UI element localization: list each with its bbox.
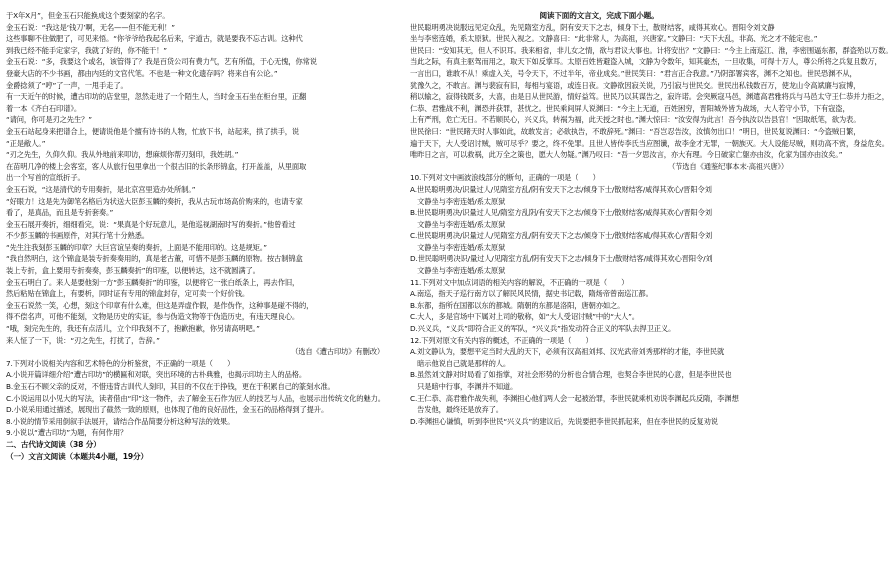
- right-column-line: 世民徐曰：“世民睹天时人事如此，故敢发言；必欲执告，不敢辞死。”渊曰：“吾岂忍告汝，汝慎勿出口！”明日，世民复说渊曰：“今盗贼日繁，: [410, 126, 861, 136]
- right-column-line: 唯昨日之言，可以救祸，此万全之策也，愿大人勿疑。”渊乃叹曰：“吾一夕思汝言，亦大有理。今日破家亡躯亦由汝，化家为国亦由汝矣。”: [410, 150, 843, 160]
- left-column-line: 金玉石展开奏折，细细看完，说：“果真是个好玩意儿，是他巡视湖南时写的奏折。”他曾看过: [6, 219, 296, 229]
- right-column-line: 12.下列对原文有关内容的概述，不正确的一项是（ ）: [410, 335, 593, 345]
- left-column-line: A.小说开篇详细介绍“遭古印坊”的横匾和对联，突出环境的古朴典雅，也揭示印坊主人的品格。: [6, 370, 307, 380]
- left-column-line: 金玉石站起身来把谱合上，便请说他是个擅有诗书的人物，忙放下书，站起来，拱了拱手，说: [6, 126, 300, 136]
- right-column-line: A.世民聪明勇决/识量过人/见隋室方乱/阴有安天下之志/倾身下士/散财结客/咸得其欢心/晋阳令刘: [410, 184, 712, 194]
- left-column-line: 金玉石说，“这是清代的专用奏折，是北京宫里造办处所制。”: [6, 184, 196, 194]
- left-column-line: 来人怔了一下，说：“刃之先生，打扰了，告辞。”: [6, 335, 160, 345]
- left-column-line: 着一本《齐白石印谱》。: [6, 103, 81, 113]
- right-column-line: 当此之际，有真主驱驾而用之，取天下如反掌耳。太原百姓皆避盗入城，文静为令数年，知其豪杰，一旦收集，可得十万人，尊公所将之兵复且数万，: [410, 57, 882, 67]
- left-column-line: 这些事聊不住做肥了，可见来悟。“你爷爷给我起名后来，宇道古，就是要我不忘古训。这种代: [6, 34, 303, 44]
- right-column-line: 世民曰：“安知其无，但人不识耳。我来相省，非儿女之情，欲与君议大事也。计将安出？”文静曰：“今主上南巡江、淮，李密围逼东都，群盗殆以万数。: [410, 45, 893, 55]
- left-column-line: 出一个写首的宣纸折子。: [6, 173, 85, 183]
- right-column-line: 文静坐与李密连婚/系太原狱: [410, 242, 506, 252]
- right-column-line: 11.下列对文中加点词语的相关内容的解说，不正确的一项是（ ）: [410, 277, 629, 287]
- left-column-line: D.小说采用通过描述，展现出了截然一致的原则，也体现了他的良好品性，金玉石的品格得到了提升。: [6, 405, 329, 415]
- left-column-line: 不少彭玉麟的书画原件，对其行笔十分熟悉。: [6, 231, 149, 241]
- left-column-line: “我自然明白，这个锦盒是装专折奏奏用的，真是老古董，可惜不是彭玉麟的原物。按古制锦盒: [6, 254, 303, 264]
- left-column-line: 金玉石说然一笑，心想，刻这个印章有什么难，但这是弄虚作假，是作伪作，这种事是碰不得的，: [6, 300, 314, 310]
- left-column-line: （一）文言文阅读（本题共4小题，19分）: [6, 451, 148, 461]
- left-column-line: 二、古代诗文阅读（38 分）: [6, 439, 101, 449]
- left-column-line: 8.小说的情节采用倒叙手法展开，请结合作品简要分析这种写法的效果。: [6, 416, 235, 426]
- right-column-line: A.南巡，指天子巡行南方以了解民风民情，据史书记载，隋炀帝曾南巡江都。: [410, 289, 653, 299]
- left-column-line: 到我已经不能手定家字，我就了好的，你不能干！”: [6, 45, 167, 55]
- left-column-line: 金玉石明白了。来人是要他刻一方“彭玉麟奏折”的印鉴，以便将它一张白纸条上，再去作旧，: [6, 277, 300, 287]
- right-column-line: 告发他，最终还是放弃了。: [410, 405, 503, 415]
- right-column-line: 暗示他说自己就是那样的人。: [410, 358, 511, 368]
- right-column-line: 只是暗中行事，李渊并不知道。: [410, 382, 518, 391]
- right-column-line: D.兴义兵，“义兵”即符合正义的军队，“兴义兵”指发动符合正义的军队去捍卫正义。: [410, 324, 676, 334]
- left-column-line: 7.下列对小说相关内容和艺术特色的分析鉴赏，不正确的一项是（ ）: [6, 358, 235, 368]
- left-column-line: B.金玉石不顾父亲的反对，不惜违背古训代人刻印，其目的不仅在于挣钱，更在于积累自己的篆刻水准。: [6, 382, 335, 391]
- left-column-line: “好眼力！这是先为御笔名格后为状送大臣彭玉麟的奏折，我从古玩市场高价购来的，也请专家: [6, 196, 303, 206]
- left-column-line: 金爵捻须了“哼”了一声，一甩手走了。: [6, 80, 128, 90]
- left-column-line: 装上专折，盒上要用专折奏奏，彭玉麟奏折”的印鉴，以便转达，这不就圆满了。: [6, 266, 260, 276]
- left-column-line: 看了，是真品，而且是专折套奏。”: [6, 208, 114, 218]
- left-column-line: 9.小说以“遭古印坊”为题，有何作用？: [6, 428, 128, 438]
- right-column-line: 一言出口，谁敢不从！乘虚入关，号令天下，不过半年，帝业成矣。”世民笑曰：“君言正合我意。”乃阴部署宾客，渊不之知也。世民恐渊不从，: [410, 68, 857, 78]
- left-column-line: 登豪大店的不少书画，都由内廷的文官代笔。不也是一种文化遗存吗？将来自有公论。”: [6, 68, 278, 78]
- right-column-line: B.虽然刘文静对时局看了如指掌，对社会形势的分析也合情合理，也契合李世民的心意，但是李世民也: [410, 370, 732, 380]
- right-column-line: 遍于天下，大人受诏讨贼，贼可尽乎？要之，终不免罪。且世人皆传李氏当应图谶，故李金才无罪，一朝族灭。大人设能尽贼，则功高不赏，身益危矣。: [410, 138, 889, 148]
- right-column-line: 文静坐与李密连婚/系太原狱: [410, 219, 506, 229]
- right-column-line: 世民聪明勇决说服远见定众乱，先见隋室方乱，阴有安天下之志，倾身下士，散财结客，咸得其欢心。晋阳令刘文静: [410, 22, 775, 32]
- left-column-line: 有一天近午的时候，遭古印坊的店堂里，忽然走进了一个陌生人，当时金玉石坐在柜台里，正翻: [6, 92, 307, 102]
- right-column-line: B.世民聪明勇决/识量过人见/隋室方乱阴/有安天下之志/倾身下士/散财结客/咸得其欢心/晋阳令刘: [410, 208, 712, 218]
- right-column-line: 10.下列对文中画波浪线部分的断句，正确的一项是（ ）: [410, 173, 600, 183]
- left-column-line: “请问，你可是刃之先生？”: [6, 115, 92, 125]
- right-column-line: C.大人，多是官场中下属对上司的敬称，如“大人受诏讨贼”中的“大人”。: [410, 312, 639, 322]
- right-column-line: 上有严刑，危亡无日。不若顺民心，兴义兵，转祸为福，此天授之时也。”渊大惊曰：“汝安得为此言！吾今执汝以告县官！”因取纸笔，欲为表。: [410, 115, 861, 125]
- left-column-line: 金玉石说：“我这是‘钱刀’啊，无名——但不能无利！”: [6, 22, 175, 32]
- left-column-line: “先生注我刻彭玉麟的印章？大巨宫谊呈奏的奏折，上面是不能用印的。这是规矩。”: [6, 242, 267, 252]
- right-column-line: 仁恭、君雅战不利，渊恐并获罪，甚忧之。世民乘间屏人说渊曰：“今主上无道，百姓困穷，晋阳城外皆为战场，大人若守小节，下有寇盗，: [410, 103, 850, 113]
- right-column-line: 稍以输之，寂得钱既多，大喜，由是日从世民游，情好益笃。世民乃以其谋告之，寂许诺。会突厥寇马邑，渊遣高君雅将兵与马邑太守王仁恭并力拒之，: [410, 92, 889, 102]
- right-column-line: C.王仁恭、高君雅作战失利，李渊担心他们两人会一起被治罪，李世民就乘机劝说李渊起兵反隋，李渊想: [410, 393, 739, 403]
- left-column-line: 金玉石说：“多，我要这个或名，该管得了？我是百货公司有费力气，艺有所值，于心无愧，你常说: [6, 57, 317, 67]
- left-column-line: 在苗明几净的楼上会客室，客人从旅行包里拿出一个很古旧的长条形锦盒，打开盖盖，从里面取: [6, 161, 307, 171]
- right-column-line: 坐与李密连婚，系太原狱。世民入视之。文静喜曰：“此非常人，为高祖，兴唐家。”文静曰：“天下大乱，非高、光之才不能定也。”: [410, 34, 818, 44]
- right-column-line: D.世民聪明勇决识/量过人/见隋室方乱/阴有安天下之志/倾身下士/散财结客/咸得其欢心晋阳令/刘: [410, 254, 713, 264]
- right-column-line: B.东都，指所在国都以东的都城。隋朝的东都是洛阳，唐朝亦如之。: [410, 300, 625, 310]
- left-column-line: 于X年X月”，但金玉石只能换成这个要刻家的名字。: [6, 11, 170, 20]
- left-column: [6, 10, 384, 555]
- right-column-line: A.刘文静认为，要想平定当时大乱的天下，必须有汉高祖刘邦、汉光武帝刘秀那样的才能，李世民就: [410, 347, 725, 357]
- left-column-line: C.小说运用以小见大的写法，读者借由“印”这一物件，去了解金玉石作为匠人的技艺与人品，也展示出传统文化的魅力。: [6, 393, 385, 403]
- left-column-line: “正是敝人。”: [6, 138, 46, 148]
- right-column-line: 阅读下面的文言文，完成下面小题。: [539, 11, 659, 20]
- right-column-line: 文静坐与李密连婚/系太原狱: [410, 266, 506, 276]
- left-column-line: 然后粘贴在锦盒上，有要析，同时证有专用的锦盒封存，定可卖一个好价钱。: [6, 289, 249, 299]
- right-column-line: C.世民聪明勇决/识量过人/见隋室方乱/阴有安天下之志/倾身下士/散财结客咸/得其欢心/晋阳令刘: [410, 231, 712, 241]
- right-column-line: （节选自《通鉴纪事本末·高祖兴唐》）: [667, 161, 788, 171]
- right-column-line: 文静坐与李密连婚/系太原狱: [410, 196, 506, 206]
- left-column-line: “刃之先生，久仰久仰。我从外地前来叩访，想麻烦你帮刃刻印，我姓胡。”: [6, 150, 239, 160]
- left-column-line: （选自《遭古印坊》有删改）: [291, 347, 384, 357]
- left-column-line: “哦，刻完先生的，我还有点活儿，立个印我刻不了，抱歉抱歉，你另请高明吧。”: [6, 324, 260, 334]
- right-column: [410, 10, 893, 555]
- left-column-line: 得不偿名声，可他不能刻，文物是历史的实证，参与伪造文物等于伪造历史，有违天理良心。: [6, 312, 300, 322]
- right-column-line: 犹豫久之，不敢言。渊与裴寂有旧，每相与宴语，或连日夜。文静欲因寂关说，乃引寂与世民交。世民出私钱数百万，使龙山令高斌廉与寂博，: [410, 80, 861, 90]
- right-column-line: D.李渊担心谦慎，听到李世民“兴义兵”的建议后，先说要把李世民抓起来，但在李世民的反复劝说: [410, 416, 718, 426]
